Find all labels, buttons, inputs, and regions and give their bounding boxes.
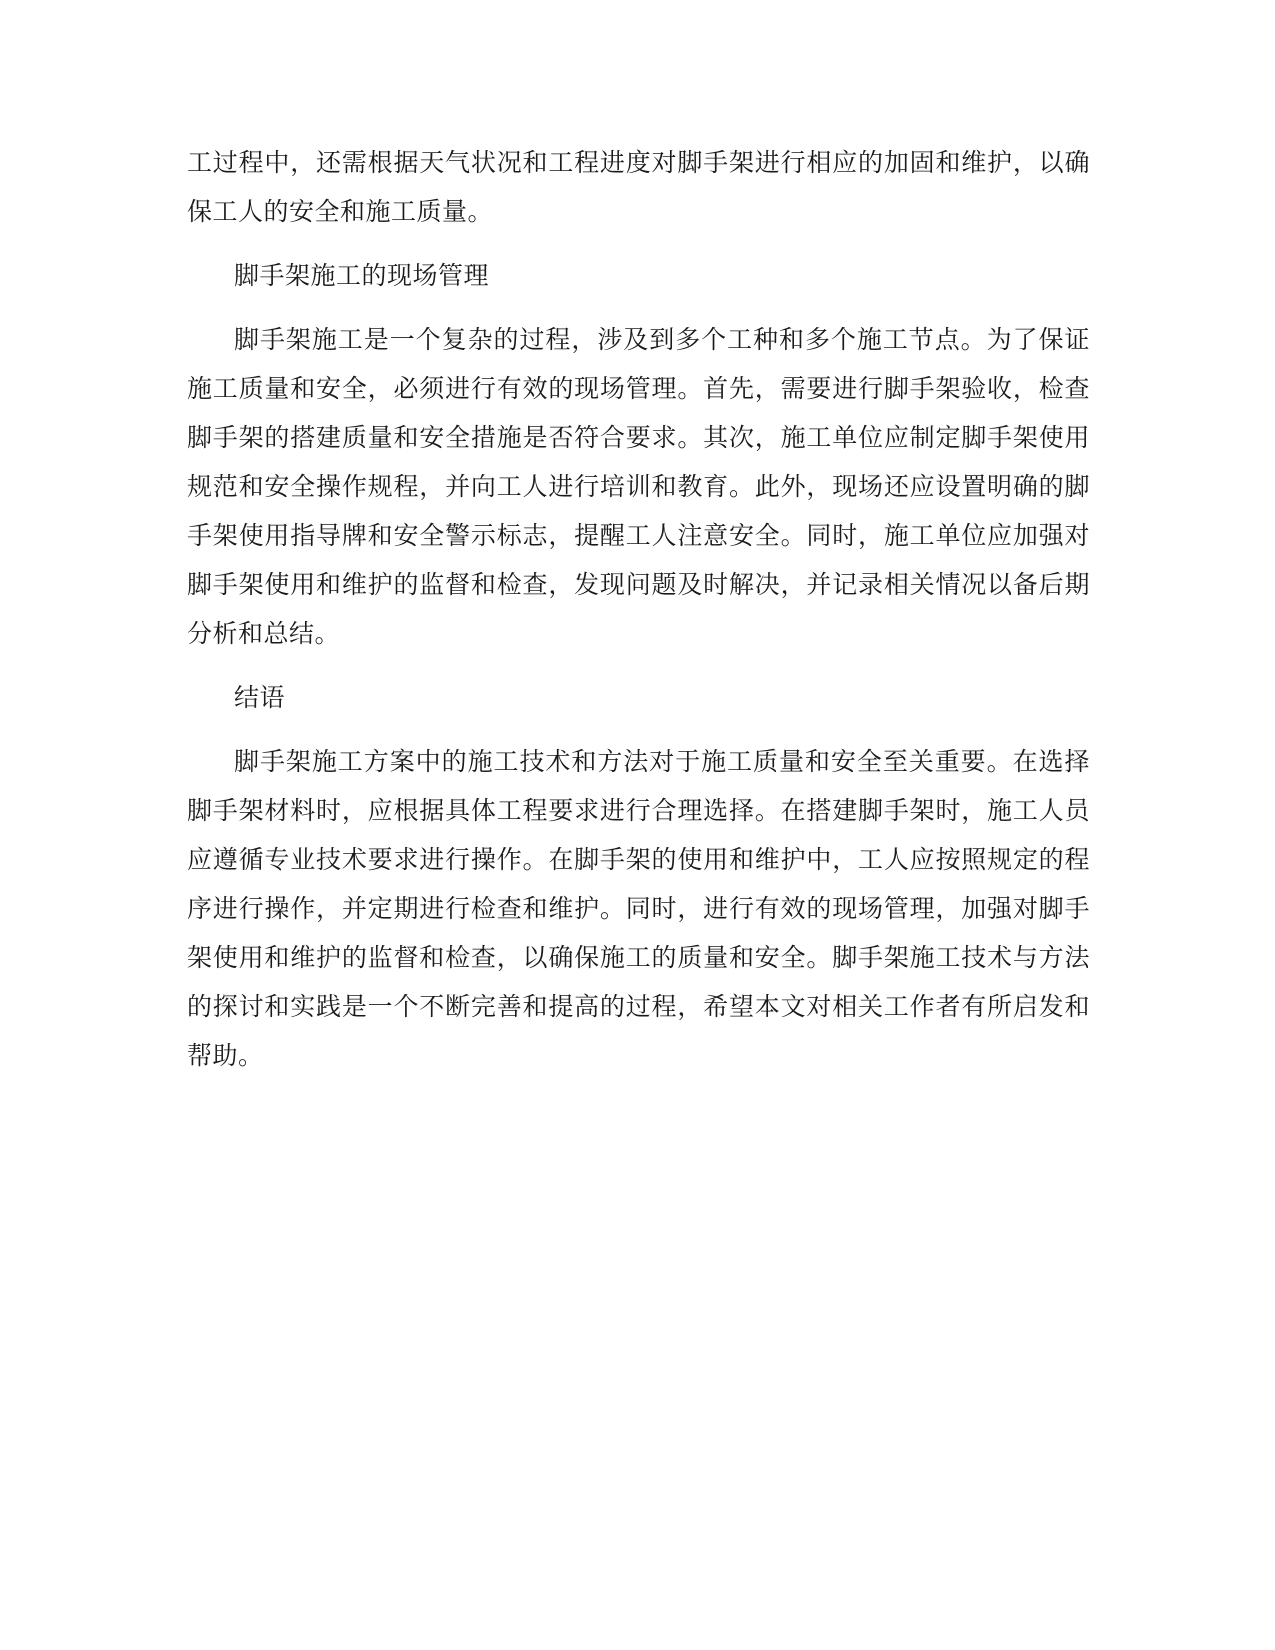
document-body: [187, 138, 1090, 1095]
paragraph-conclusion: 脚手架施工方案中的施工技术和方法对于施工质量和安全至关重要。在选择脚手架材料时，应根据具体工程要求进行合理选择。在搭建脚手架时，施工人员应遵循专业技术要求进行操作。在脚手架的使用和维护中，工人应按照规定的程序进行操作，并定期进行检查和维护。同时，进行有效的现场管理，加强对脚手架使用和维护的监督和检查，以确保施工的质量和安全。脚手架施工技术与方法的探讨和实践是一个不断完善和提高的过程，希望本文对相关工作者有所启发和帮助。: [187, 747, 1090, 1070]
paragraph-site-management: 脚手架施工是一个复杂的过程，涉及到多个工种和多个施工节点。为了保证施工质量和安全，必须进行有效的现场管理。首先，需要进行脚手架验收，检查脚手架的搭建质量和安全措施是否符合要求。其次，施工单位应制定脚手架使用规范和安全操作规程，并向工人进行培训和教育。此外，现场还应设置明确的脚手架使用指导牌和安全警示标志，提醒工人注意安全。同时，施工单位应加强对脚手架使用和维护的监督和检查，发现问题及时解决，并记录相关情况以备后期分析和总结。: [187, 325, 1090, 648]
section-heading-site-management: 脚手架施工的现场管理: [234, 261, 490, 290]
paragraph-continuation: 工过程中，还需根据天气状况和工程进度对脚手架进行相应的加固和维护，以确保工人的安全和施工质量。: [187, 148, 1090, 226]
section-heading-conclusion: 结语: [234, 683, 286, 712]
